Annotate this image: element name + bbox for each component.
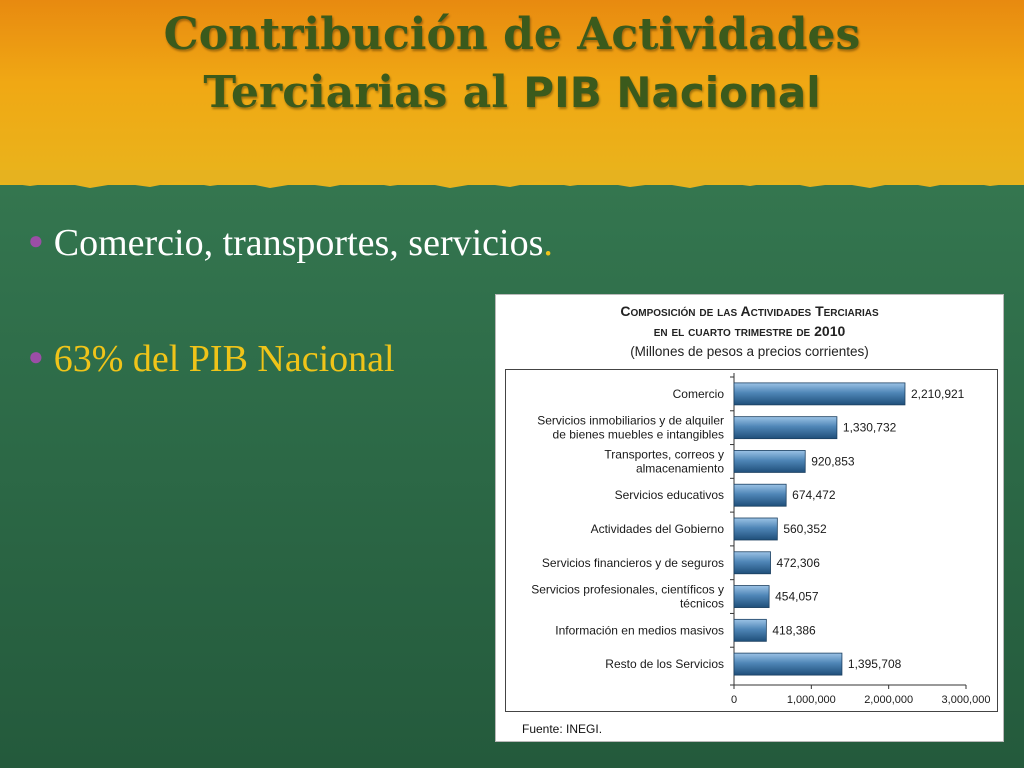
title-line-2-b: PIB Nacional (523, 68, 821, 117)
category-label: Transportes, correos y (604, 447, 724, 462)
bar (734, 653, 842, 675)
bar (734, 619, 766, 641)
category-label: Servicios profesionales, científicos y (531, 582, 724, 597)
bar-value-label: 472,306 (776, 555, 820, 570)
bullet-1-period: . (543, 222, 553, 264)
category-label: Actividades del Gobierno (590, 522, 724, 536)
x-tick-label: 3,000,000 (941, 694, 991, 706)
x-tick-label: 0 (730, 694, 738, 706)
x-tick-label: 2,000,000 (864, 694, 914, 706)
chart-title-line-2: en el cuarto trimestre de 2010 (653, 323, 846, 339)
bar (734, 484, 786, 506)
bullet-1-text: Comercio, transportes, servicios (53, 222, 544, 264)
torn-edge-decoration (0, 170, 1024, 200)
bar-value-label: 454,057 (775, 589, 819, 604)
slide-title (0, 6, 1024, 122)
chart-image (495, 294, 1004, 742)
category-label: Servicios financieros y de seguros (541, 555, 724, 570)
bar (734, 450, 805, 472)
chart-subtitle: (Millones de pesos a precios corrientes) (630, 344, 869, 359)
bar (734, 383, 905, 405)
bar (734, 518, 777, 540)
title-line-1: Contribución de Actividades (163, 9, 861, 60)
category-label: Comercio (672, 386, 724, 401)
bar (734, 586, 769, 608)
bullet-dot-icon: ● (28, 342, 44, 371)
bar-value-label: 418,386 (772, 623, 816, 638)
title-line-2-a: Terciarias al (203, 67, 508, 118)
bar (734, 417, 837, 439)
chart-title-line-1: Composición de las Actividades Terciarias (620, 303, 879, 319)
category-label: de bienes muebles e intangibles (552, 427, 724, 442)
bullet-2-text: 63% del PIB Nacional (53, 338, 395, 380)
chart-source: Fuente: INEGI. (522, 722, 603, 736)
category-label: Resto de los Servicios (605, 657, 724, 672)
bar-chart (496, 295, 1003, 741)
bar-value-label: 920,853 (811, 454, 855, 469)
category-label: técnicos (679, 596, 724, 611)
bar-value-label: 674,472 (792, 488, 836, 503)
category-label: Servicios educativos (614, 488, 724, 503)
category-label: almacenamiento (635, 461, 724, 476)
category-label: Información en medios masivos (555, 623, 724, 638)
bullet-item-1 (28, 218, 553, 266)
bullet-dot-icon: ● (28, 226, 44, 255)
x-tick-label: 1,000,000 (786, 694, 836, 706)
title-line-2 (0, 64, 1024, 122)
bar-value-label: 560,352 (783, 522, 827, 536)
bullet-item-2 (28, 334, 395, 382)
bar-value-label: 1,330,732 (842, 420, 897, 435)
category-label: Servicios inmobiliarios y de alquiler (537, 413, 724, 428)
bar (734, 552, 771, 574)
bar-value-label: 2,210,921 (910, 386, 965, 401)
bar-value-label: 1,395,708 (847, 657, 902, 672)
